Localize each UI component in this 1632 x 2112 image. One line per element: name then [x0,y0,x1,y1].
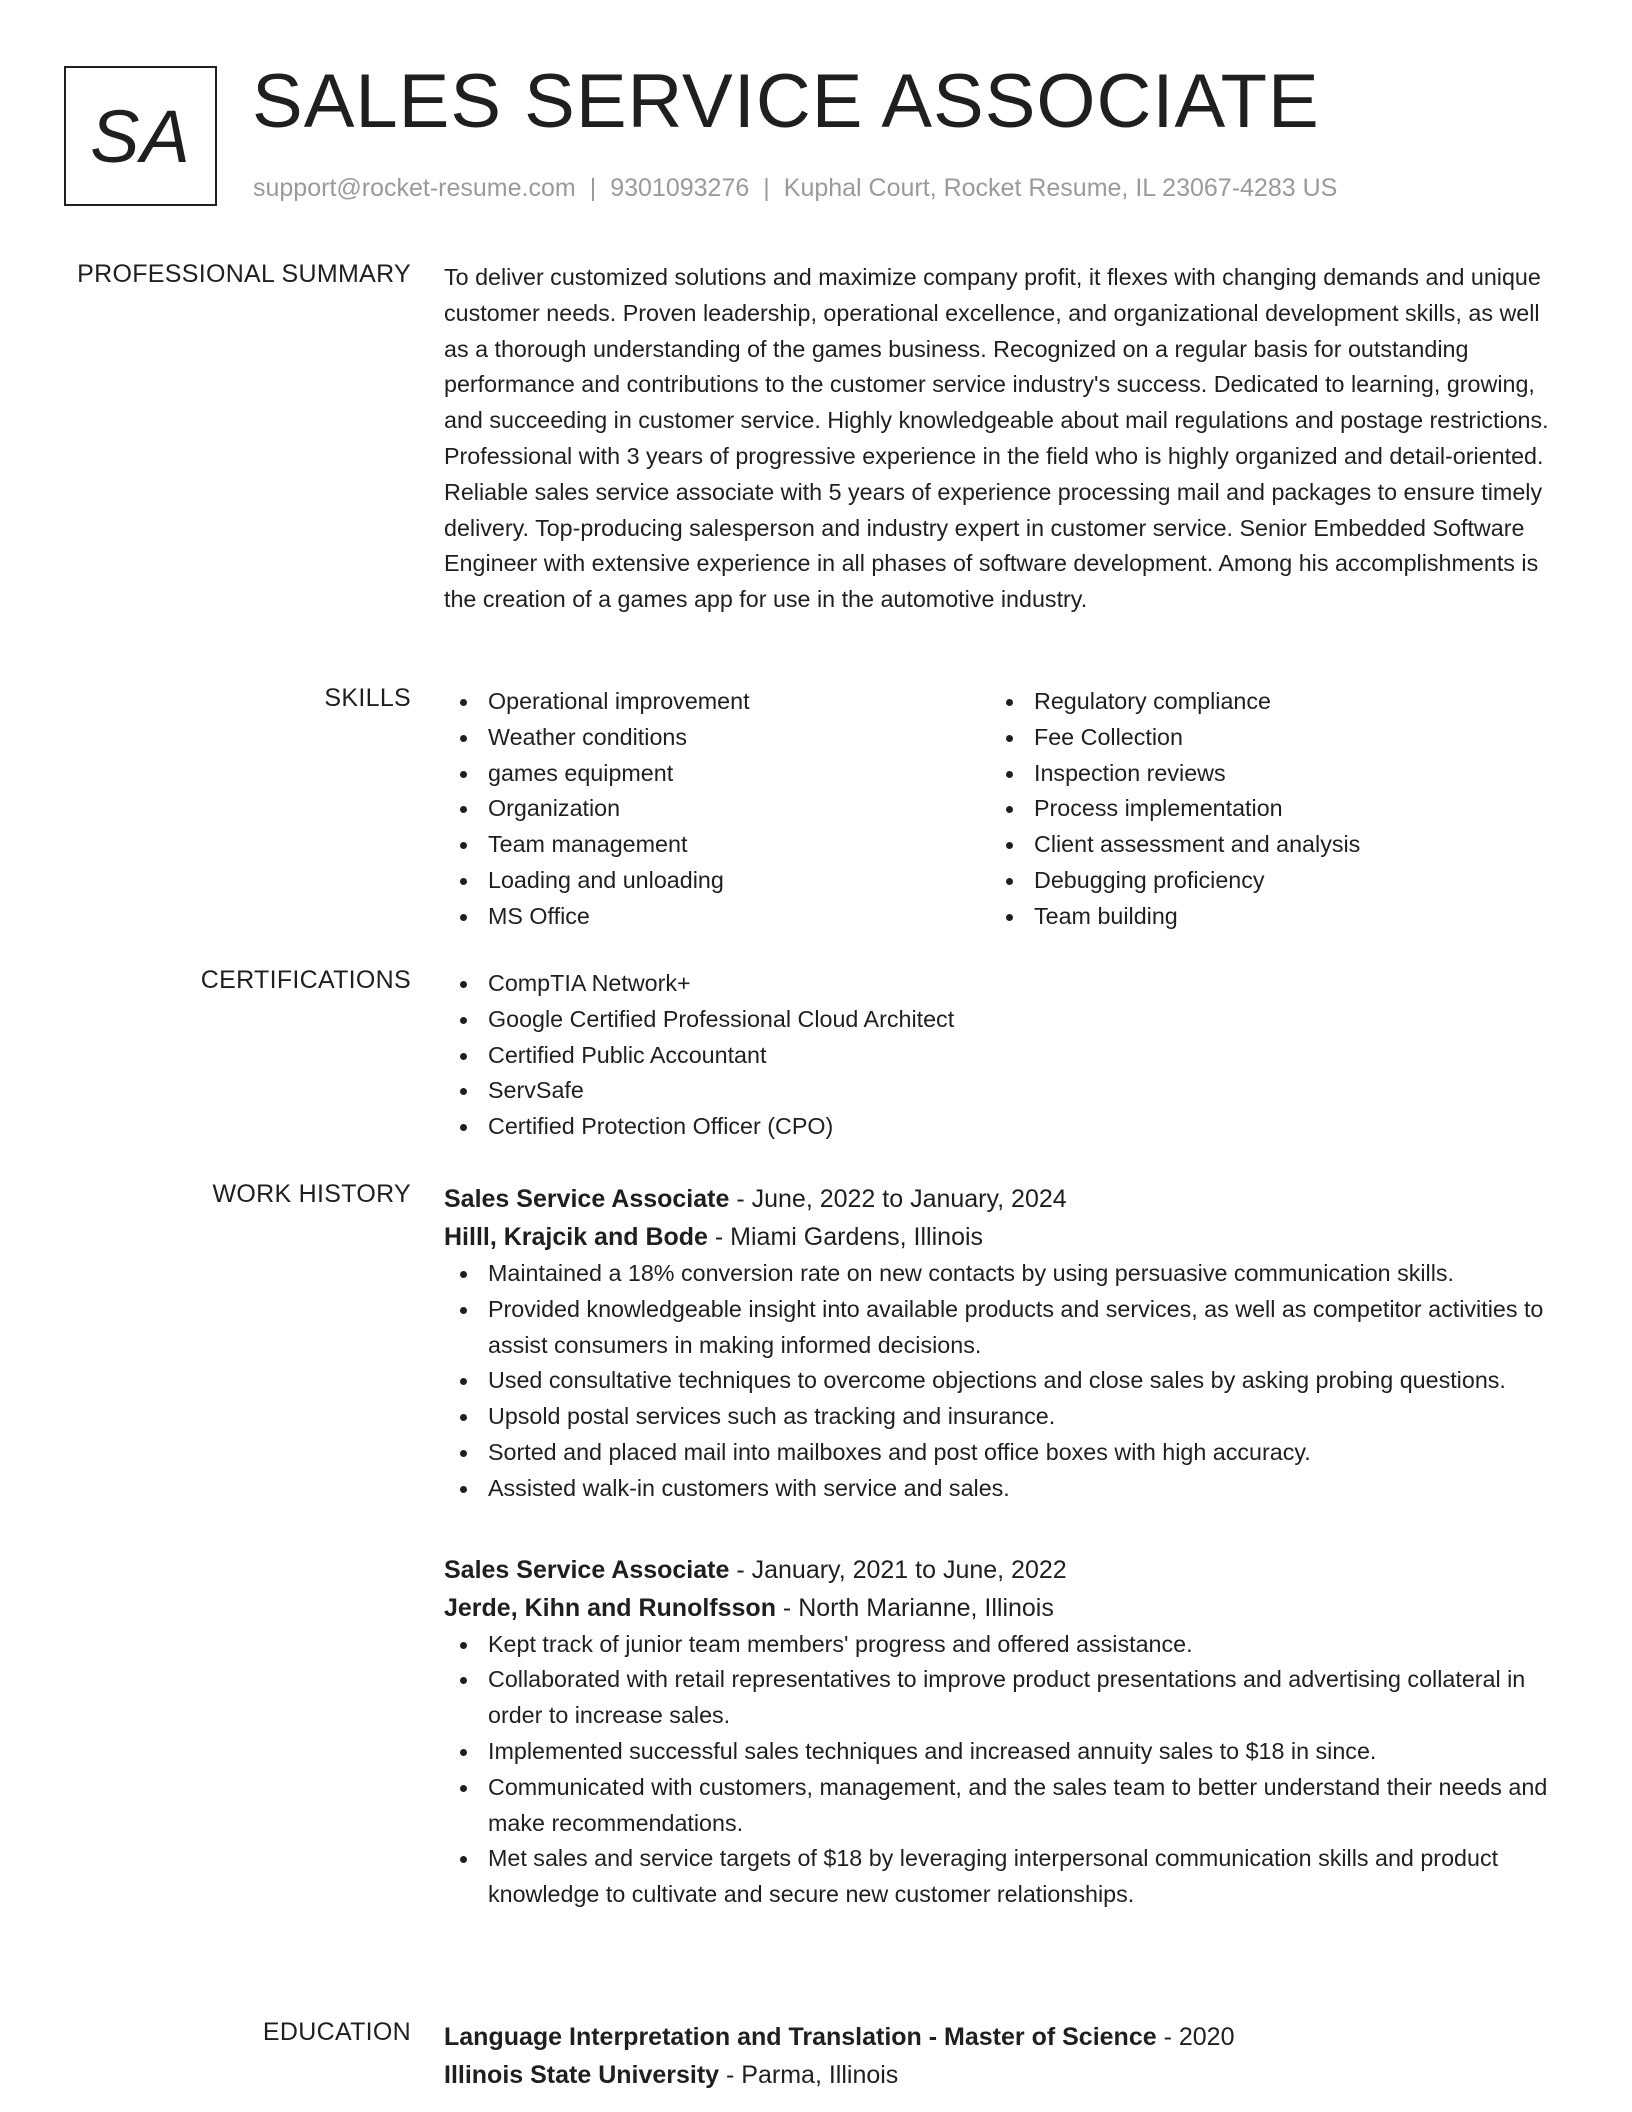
skill-item: Team management [444,827,990,863]
skill-item: MS Office [444,899,990,935]
contact-email[interactable]: support@rocket-resume.com [253,174,576,202]
education-year: - 2020 [1156,2023,1235,2051]
skill-item: Loading and unloading [444,863,990,899]
contact-address: Kuphal Court, Rocket Resume, IL 23067-4283 US [783,174,1338,202]
skill-item: Debugging proficiency [990,863,1536,899]
job-company: Hilll, Krajcik and Bode [444,1223,708,1251]
job-title-line [444,1180,1554,1218]
skill-item: games equipment [444,756,990,792]
certifications-list [444,966,1554,1145]
job-title: Sales Service Associate [444,1185,730,1213]
job-location: - North Marianne, Illinois [775,1593,1054,1622]
job-company: Jerde, Kihn and Runolfsson [444,1593,776,1622]
work-history-heading: WORK HISTORY [212,1180,411,1208]
job-company-line [444,1589,1554,1627]
job-dates: - January, 2021 to June, 2022 [729,1555,1067,1584]
skills-list-left [444,684,990,935]
job-location: - Miami Gardens, Illinois [707,1223,984,1251]
skill-item: Team building [990,899,1536,935]
skill-item: Process implementation [990,791,1536,827]
skill-item: Weather conditions [444,720,990,756]
job-duty: Sorted and placed mail into mailboxes and post office boxes with high accuracy. [444,1435,1554,1471]
job-duty: Kept track of junior team members' progress and offered assistance. [444,1627,1554,1663]
job-duties [444,1627,1554,1913]
education-heading: EDUCATION [262,2018,411,2046]
certifications-heading: CERTIFICATIONS [200,966,411,994]
job-company-line [444,1218,1554,1256]
education-school-line [444,2056,1554,2094]
job-duty: Communicated with customers, management, and the sales team to better understand their needs and make recommendations. [444,1770,1554,1842]
monogram-badge: SA [64,66,217,206]
job-title: Sales Service Associate [444,1555,730,1584]
job-duties [444,1256,1554,1507]
contact-separator: | [763,174,770,202]
contact-line [253,174,1337,203]
skill-item: Fee Collection [990,720,1536,756]
skill-item: Operational improvement [444,684,990,720]
skill-item: Regulatory compliance [990,684,1536,720]
education-degree-line [444,2018,1554,2056]
skills-heading: SKILLS [324,684,411,712]
skills-list-right [990,684,1536,935]
skill-item: Client assessment and analysis [990,827,1536,863]
job-entry [444,1180,1554,1507]
job-duty: Met sales and service targets of $18 by leveraging interpersonal communication skills and product knowledge to cultivate and secure new customer relationships. [444,1841,1554,1913]
education-location: - Parma, Illinois [719,2061,899,2089]
job-duty: Provided knowledgeable insight into available products and services, as well as competitor activities to assist consumers in making informed decisions. [444,1292,1554,1364]
certification-item: Google Certified Professional Cloud Architect [444,1002,1554,1038]
certification-item: Certified Protection Officer (CPO) [444,1109,1554,1145]
job-duty: Implemented successful sales techniques and increased annuity sales to $18 in since. [444,1734,1554,1770]
job-entry [444,1551,1554,1913]
job-duty: Maintained a 18% conversion rate on new contacts by using persuasive communication skills. [444,1256,1554,1292]
skill-item: Organization [444,791,990,827]
job-dates: - June, 2022 to January, 2024 [729,1185,1067,1213]
education-degree: Language Interpretation and Translation - Master of Science [444,2023,1157,2051]
contact-separator: | [589,174,597,202]
summary-text: To deliver customized solutions and maximize company profit, it flexes with changing demands and unique customer needs. Proven leadership, operational excellence, and organizational development skills, as well as a thorough understanding of the games business. Recognized on a regular basis for outstanding performance and contributions to the customer service industry's success. Dedicated to learning, growing, and succeeding in customer service. Highly knowledgeable about mail regulations and postage restrictions. Professional with 3 years of progressive experience in the field who is highly organized and detail-oriented. Reliable sales service associate with 5 years of experience processing mail and packages to ensure timely delivery. Top-producing salesperson and industry expert in customer service. Senior Embedded Software Engineer with extensive experience in all phases of software development. Among his accomplishments is the creation of a games app for use in the automotive industry. [444,264,1549,613]
summary-heading: PROFESSIONAL SUMMARY [77,260,411,288]
job-duty: Assisted walk-in customers with service and sales. [444,1471,1554,1507]
job-duty: Collaborated with retail representatives to improve product presentations and advertising collateral in order to increase sales. [444,1662,1554,1734]
certification-item: Certified Public Accountant [444,1038,1554,1074]
education-school: Illinois State University [444,2061,720,2089]
job-duty: Upsold postal services such as tracking and insurance. [444,1399,1554,1435]
skill-item: Inspection reviews [990,756,1536,792]
job-title-line [444,1551,1554,1589]
contact-phone[interactable]: 9301093276 [610,174,750,202]
candidate-name: SALES SERVICE ASSOCIATE [252,59,1320,144]
certification-item: ServSafe [444,1073,1554,1109]
job-duty: Used consultative techniques to overcome objections and close sales by asking probing questions. [444,1363,1554,1399]
certification-item: CompTIA Network+ [444,966,1554,1002]
